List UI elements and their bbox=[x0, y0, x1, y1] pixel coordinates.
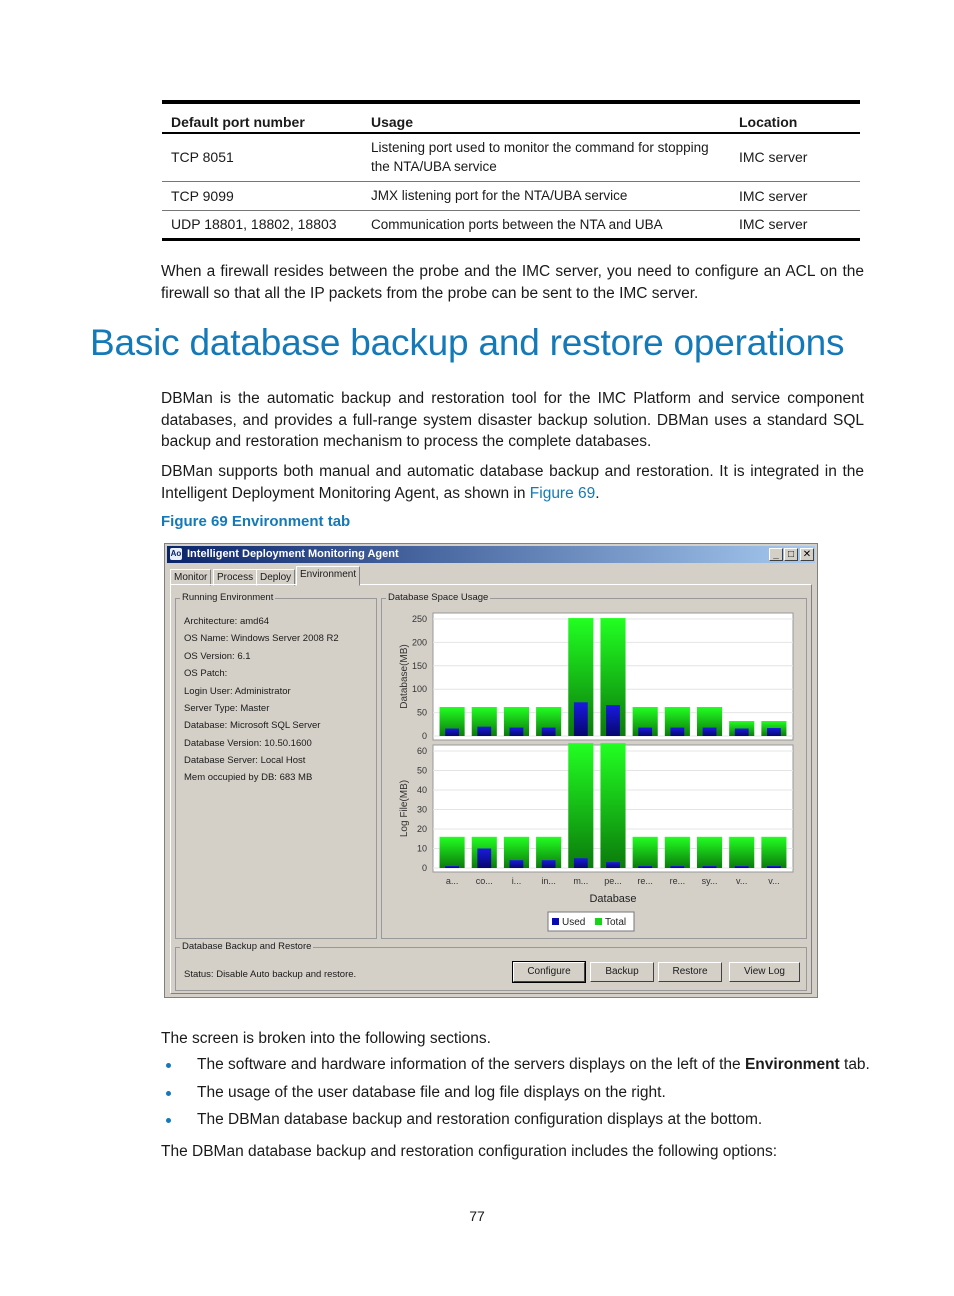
sections-list bbox=[161, 1054, 870, 1137]
cell-usage: Listening port used to monitor the command for stopping the NTA/UBA service bbox=[362, 133, 730, 181]
agent-window bbox=[164, 543, 818, 998]
env-database: Database: Microsoft SQL Server bbox=[184, 720, 321, 731]
cell-port: TCP 9099 bbox=[162, 181, 362, 210]
bullet-icon bbox=[166, 1118, 171, 1123]
section-heading: Basic database backup and restore operations bbox=[90, 322, 845, 363]
log-used-bar bbox=[767, 866, 781, 868]
running-environment-group bbox=[175, 592, 377, 939]
x-tick-label: sy... bbox=[701, 876, 718, 886]
db-used-bar bbox=[510, 728, 524, 736]
x-tick-label: re... bbox=[669, 876, 686, 886]
env-login-user: Login User: Administrator bbox=[184, 686, 291, 697]
db-y-tick-label: 150 bbox=[411, 660, 427, 671]
log-y-tick-label: 0 bbox=[421, 863, 427, 873]
db-used-bar bbox=[574, 702, 588, 736]
environment-panel bbox=[170, 584, 812, 994]
dbman-intro-paragraph: DBMan is the automatic backup and restoration tool for the IMC Platform and service component databases, and provides a full-range system disaster backup solution. DBMan uses a standard SQL backup and restoration mechanism to process the complete databases. bbox=[161, 390, 864, 450]
bullet-text-end: tab. bbox=[839, 1056, 870, 1073]
bullet-icon bbox=[166, 1063, 171, 1068]
env-os-patch: OS Patch: bbox=[184, 668, 228, 679]
log-used-bar bbox=[703, 866, 717, 868]
x-tick-label: in... bbox=[541, 876, 556, 886]
log-used-bar bbox=[735, 866, 749, 868]
log-used-bar bbox=[477, 849, 491, 869]
col-header-port: Default port number bbox=[162, 102, 362, 133]
db-used-bar bbox=[735, 729, 749, 736]
log-total-bar bbox=[665, 837, 690, 868]
backup-restore-label: Database Backup and Restore bbox=[182, 941, 312, 952]
log-y-tick-label: 30 bbox=[416, 804, 427, 815]
log-total-bar bbox=[729, 837, 754, 868]
table-row bbox=[162, 133, 860, 181]
legend-total-swatch bbox=[595, 918, 602, 925]
port-table bbox=[162, 100, 860, 241]
x-tick-label: v... bbox=[736, 876, 748, 886]
db-y-tick-label: 250 bbox=[411, 614, 427, 624]
db-y-axis-label: Database(MB) bbox=[399, 644, 410, 709]
log-y-tick-label: 40 bbox=[416, 785, 427, 795]
figure-caption: Figure 69 Environment tab bbox=[161, 513, 351, 530]
col-header-location: Location bbox=[730, 102, 860, 133]
database-space-usage-group bbox=[381, 592, 807, 939]
cell-location: IMC server bbox=[730, 181, 860, 210]
x-tick-label: m... bbox=[573, 876, 589, 886]
db-y-tick-label: 100 bbox=[411, 684, 427, 695]
bullet-icon bbox=[166, 1091, 171, 1096]
table-row bbox=[162, 210, 860, 239]
tab-environment[interactable]: Environment bbox=[296, 566, 360, 586]
env-architecture: Architecture: amd64 bbox=[184, 616, 270, 627]
env-database-version: Database Version: 10.50.1600 bbox=[184, 738, 312, 749]
x-tick-label: co... bbox=[475, 876, 493, 886]
db-used-bar bbox=[445, 729, 459, 736]
x-tick-label: i... bbox=[511, 876, 522, 886]
firewall-paragraph: When a firewall resides between the probe and the IMC server, you need to configure an ACL on the firewall so that all the IP packets from the probe can be sent to the IMC server. bbox=[161, 263, 864, 302]
cell-location: IMC server bbox=[730, 133, 860, 181]
tab-monitor[interactable]: Monitor bbox=[170, 569, 211, 586]
log-used-bar bbox=[670, 866, 684, 868]
sections-paragraph: The screen is broken into the following sections. bbox=[161, 1030, 491, 1047]
cell-port: TCP 8051 bbox=[162, 133, 362, 181]
log-total-bar bbox=[697, 837, 722, 868]
tab-deploy[interactable]: Deploy bbox=[256, 569, 295, 586]
x-tick-label: pe... bbox=[604, 876, 622, 886]
env-mem-occupied: Mem occupied by DB: 683 MB bbox=[184, 772, 313, 783]
db-used-bar bbox=[767, 728, 781, 736]
db-y-tick-label: 0 bbox=[421, 731, 427, 741]
view-log-button[interactable]: View Log bbox=[729, 962, 800, 982]
bullet-text: The usage of the user database file and log file displays on the right. bbox=[197, 1083, 666, 1101]
x-tick-label: a... bbox=[445, 876, 459, 886]
log-y-tick-label: 50 bbox=[416, 765, 427, 776]
db-y-tick-label: 50 bbox=[416, 707, 427, 718]
window-title: Intelligent Deployment Monitoring Agent bbox=[187, 548, 399, 560]
legend-used-swatch bbox=[552, 918, 559, 925]
list-item bbox=[161, 1109, 870, 1137]
log-y-tick-label: 60 bbox=[416, 746, 427, 756]
app-icon: Ao bbox=[170, 549, 182, 558]
title-bar[interactable] bbox=[167, 546, 815, 563]
list-item bbox=[161, 1054, 870, 1082]
env-os-version: OS Version: 6.1 bbox=[184, 651, 251, 662]
log-total-bar bbox=[568, 743, 593, 868]
cell-usage: Communication ports between the NTA and UBA bbox=[362, 210, 730, 239]
db-used-bar bbox=[703, 728, 717, 736]
log-total-bar bbox=[600, 743, 625, 868]
x-axis-label: Database bbox=[589, 893, 637, 905]
bullet-text: The software and hardware information of the servers displays on the left of the bbox=[197, 1056, 745, 1073]
dbman-support-text: DBMan supports both manual and automatic database backup and restoration. It is integrated in the Intelligent Deployment Monitoring Agent, as shown in bbox=[161, 463, 864, 502]
legend-total-label: Total bbox=[605, 917, 627, 928]
x-tick-label: re... bbox=[637, 876, 653, 886]
figure-link[interactable]: Figure 69 bbox=[529, 484, 596, 502]
log-y-tick-label: 20 bbox=[416, 824, 427, 834]
log-used-bar bbox=[638, 866, 652, 868]
env-server-type: Server Type: Master bbox=[184, 703, 270, 714]
minimize-icon[interactable]: _ bbox=[769, 548, 783, 561]
log-total-bar bbox=[633, 837, 658, 868]
dbman-support-paragraph bbox=[161, 461, 864, 504]
x-tick-label: v... bbox=[768, 876, 780, 886]
maximize-icon[interactable]: □ bbox=[784, 548, 798, 561]
close-icon[interactable]: ✕ bbox=[800, 548, 814, 561]
col-header-usage: Usage bbox=[362, 102, 730, 133]
env-os-name: OS Name: Windows Server 2008 R2 bbox=[184, 633, 339, 644]
log-used-bar bbox=[510, 860, 524, 868]
bullet-text: The DBMan database backup and restoration configuration displays at the bottom. bbox=[197, 1111, 763, 1128]
cell-port: UDP 18801, 18802, 18803 bbox=[162, 210, 362, 239]
log-y-axis-label: Log File(MB) bbox=[399, 779, 410, 838]
list-item bbox=[161, 1082, 870, 1110]
options-paragraph: The DBMan database backup and restoration configuration includes the following options: bbox=[161, 1143, 778, 1160]
running-environment-label: Running Environment bbox=[182, 592, 274, 603]
db-y-tick-label: 200 bbox=[411, 637, 427, 648]
tab-process[interactable]: Process bbox=[213, 569, 257, 586]
table-row bbox=[162, 181, 860, 210]
bullet-bold-text: Environment bbox=[744, 1056, 840, 1073]
table-header-row bbox=[162, 102, 860, 133]
env-database-server: Database Server: Local Host bbox=[184, 755, 306, 766]
dbman-support-end: . bbox=[595, 484, 600, 502]
space-usage-charts bbox=[382, 599, 806, 938]
db-used-bar bbox=[477, 727, 491, 736]
cell-usage: JMX listening port for the NTA/UBA service bbox=[362, 181, 730, 210]
backup-status-text: Status: Disable Auto backup and restore. bbox=[184, 969, 357, 980]
restore-button[interactable]: Restore bbox=[658, 962, 722, 982]
db-used-bar bbox=[542, 728, 556, 736]
log-used-bar bbox=[606, 862, 620, 868]
page-number: 77 bbox=[469, 1208, 485, 1224]
log-used-bar bbox=[574, 858, 588, 868]
db-used-bar bbox=[670, 728, 684, 736]
db-used-bar bbox=[638, 728, 652, 736]
log-total-bar bbox=[761, 837, 786, 868]
log-used-bar bbox=[542, 860, 556, 868]
backup-button[interactable]: Backup bbox=[590, 962, 654, 982]
log-total-bar bbox=[440, 837, 465, 868]
db-used-bar bbox=[606, 705, 620, 736]
cell-location: IMC server bbox=[730, 210, 860, 239]
log-used-bar bbox=[445, 866, 459, 868]
database-space-usage-label: Database Space Usage bbox=[388, 592, 489, 603]
log-y-tick-label: 10 bbox=[416, 843, 427, 854]
legend-used-label: Used bbox=[562, 917, 586, 928]
configure-button[interactable]: Configure bbox=[513, 962, 585, 982]
